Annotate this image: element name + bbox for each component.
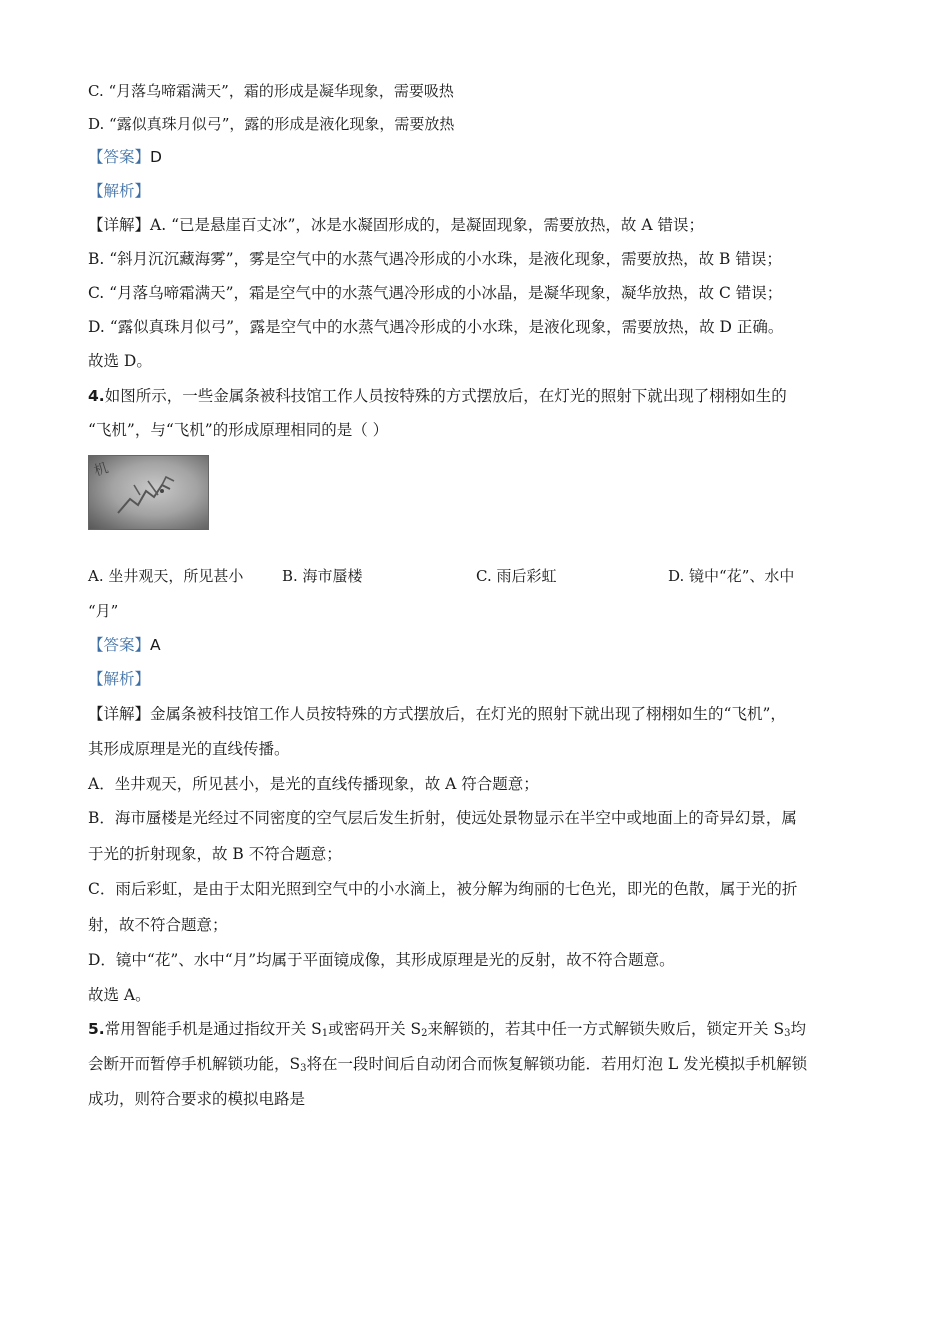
question-5-stem-cont bbox=[88, 1054, 807, 1074]
subscript-3: 3 bbox=[784, 1028, 791, 1039]
detail-text: 金属条被科技馆工作人员按特殊的方式摆放后，在灯光的照射下就出现了栩栩如生的“飞机”， bbox=[150, 705, 786, 723]
question-5-stem-end: 成功，则符合要求的模拟电路是 bbox=[88, 1090, 306, 1108]
detail-line-a bbox=[88, 215, 704, 235]
detail-line-8: D．镜中“花”、水中“月”均属于平面镜成像，其形成原理是光的反射，故不符合题意。 bbox=[88, 951, 675, 969]
answer-tag: 【答案】 bbox=[88, 148, 151, 166]
detail-line-b: B. “斜月沉沉藏海雾”，雾是空气中的水蒸气遇冷形成的小水珠，是液化现象，需要放热，故 B 错误； bbox=[88, 250, 782, 268]
subscript-1: 1 bbox=[321, 1028, 329, 1039]
detail-line-1 bbox=[88, 704, 786, 724]
analysis-tag: 【解析】 bbox=[88, 182, 151, 200]
option-c-previous: C. “月落乌啼霜满天”，霜的形成是凝华现象，需要吸热 bbox=[88, 82, 454, 100]
detail-tag: 【详解】 bbox=[88, 216, 151, 234]
subscript-2: 2 bbox=[421, 1028, 428, 1039]
q5-text-d: 均 bbox=[790, 1020, 806, 1038]
answer-value: D bbox=[150, 148, 162, 166]
detail-line-d: D. “露似真珠月似弓”，露是空气中的水蒸气遇冷形成的小水珠，是液化现象，需要放热，故 D 正确。 bbox=[88, 318, 784, 336]
detail-line-7: 射，故不符合题意； bbox=[88, 916, 228, 934]
question-text: 如图所示，一些金属条被科技馆工作人员按特殊的方式摆放后，在灯光的照射下就出现了栩栩如生的 bbox=[104, 387, 787, 405]
question-4-stem-cont: “飞机”，与“飞机”的形成原理相同的是（ ） bbox=[88, 421, 389, 439]
conclusion-q4: 故选 A。 bbox=[88, 986, 151, 1004]
option-d-cont: “月” bbox=[88, 602, 119, 620]
answer-line-q4 bbox=[88, 635, 161, 655]
option-d: D. 镜中“花”、水中 bbox=[668, 567, 795, 585]
q5-text-b: 或密码开关 S bbox=[328, 1020, 422, 1038]
detail-text: A. “已是悬崖百丈冰”，冰是水凝固形成的，是凝固现象，需要放热，故 A 错误； bbox=[150, 216, 704, 234]
detail-line-3: A．坐井观天，所见甚小，是光的直线传播现象，故 A 符合题意； bbox=[88, 775, 539, 793]
question-4-stem bbox=[88, 386, 787, 406]
airplane-shadow-icon bbox=[88, 455, 209, 530]
analysis-tag: 【解析】 bbox=[88, 670, 151, 688]
detail-line-2: 其形成原理是光的直线传播。 bbox=[88, 740, 290, 758]
answer-value: A bbox=[150, 636, 161, 654]
question-number: 5. bbox=[88, 1020, 105, 1038]
photo-glyph: 机 bbox=[92, 460, 111, 480]
q5-text-f: 将在一段时间后自动闭合而恢复解锁功能．若用灯泡 L 发光模拟手机解锁 bbox=[306, 1055, 808, 1073]
option-c: C. 雨后彩虹 bbox=[476, 567, 557, 585]
q5-text-e: 会断开而暂停手机解锁功能，S bbox=[88, 1055, 301, 1073]
answer-line-q3 bbox=[88, 147, 162, 167]
detail-tag: 【详解】 bbox=[88, 705, 151, 723]
option-d-previous: D. “露似真珠月似弓”，露的形成是液化现象，需要放热 bbox=[88, 115, 455, 133]
conclusion-q3: 故选 D。 bbox=[88, 352, 152, 370]
detail-line-6: C．雨后彩虹，是由于太阳光照到空气中的小水滴上，被分解为绚丽的七色光，即光的色散，属于光的折 bbox=[88, 880, 798, 898]
subscript-3: 3 bbox=[300, 1063, 307, 1074]
q5-text-a: 常用智能手机是通过指纹开关 S bbox=[104, 1020, 322, 1038]
option-b: B. 海市蜃楼 bbox=[282, 567, 363, 585]
detail-line-c: C. “月落乌啼霜满天”，霜是空气中的水蒸气遇冷形成的小冰晶，是凝华现象，凝华放热，故 C 错误； bbox=[88, 284, 783, 302]
option-a: A. 坐井观天，所见甚小 bbox=[88, 567, 244, 585]
question-number: 4. bbox=[88, 387, 105, 405]
q5-text-c: 来解锁的，若其中任一方式解锁失败后，锁定开关 S bbox=[427, 1020, 785, 1038]
answer-tag: 【答案】 bbox=[88, 636, 151, 654]
detail-line-5: 于光的折射现象，故 B 不符合题意； bbox=[88, 845, 342, 863]
question-5-stem bbox=[88, 1019, 806, 1039]
metal-airplane-photo bbox=[88, 455, 209, 530]
detail-line-4: B．海市蜃楼是光经过不同密度的空气层后发生折射，使远处景物显示在半空中或地面上的奇异幻景，属 bbox=[88, 809, 797, 827]
